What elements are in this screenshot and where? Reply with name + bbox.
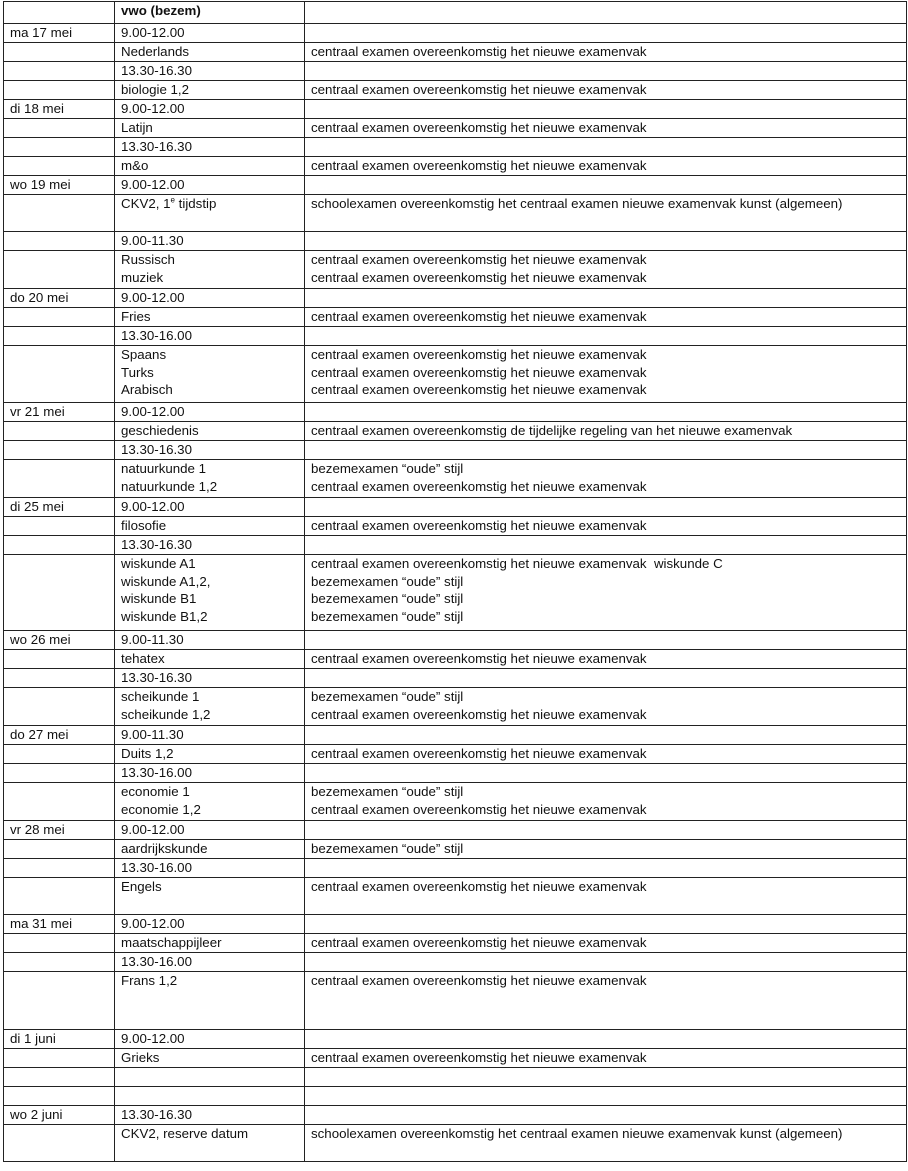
day-cell bbox=[4, 934, 115, 953]
exam-note-line: bezemexamen “oude” stijl bbox=[311, 608, 464, 624]
subject-cell bbox=[115, 157, 305, 176]
subject-cell bbox=[115, 915, 305, 934]
subject-line: biologie 1,2 bbox=[121, 82, 190, 97]
subject-cell bbox=[115, 821, 305, 840]
table-row bbox=[4, 24, 907, 43]
subject-line: Nederlands bbox=[121, 44, 190, 59]
subject-cell bbox=[115, 1087, 305, 1106]
subject-cell bbox=[115, 251, 305, 289]
day-cell bbox=[4, 119, 115, 138]
exam-note-line: centraal examen overeenkomstig het nieuwe examenvak bbox=[311, 518, 647, 533]
day-cell: vr 28 mei bbox=[4, 821, 115, 840]
exam-note-cell bbox=[305, 953, 907, 972]
subject-line: 13.30-16.30 bbox=[121, 442, 192, 457]
subject-cell bbox=[115, 934, 305, 953]
subject-line: 9.00-12.00 bbox=[121, 177, 185, 192]
table-row bbox=[4, 1087, 907, 1106]
day-cell bbox=[4, 195, 115, 232]
subject-line: scheikunde 1,2 bbox=[121, 706, 211, 722]
exam-note-cell bbox=[305, 157, 907, 176]
subject-line: 13.30-16.00 bbox=[121, 954, 192, 969]
table-row bbox=[4, 422, 907, 441]
exam-note-line: bezemexamen “oude” stijl bbox=[311, 689, 464, 704]
subject-cell bbox=[115, 1106, 305, 1125]
subject-cell bbox=[115, 422, 305, 441]
exam-note-line: centraal examen overeenkomstig het nieuwe examenvak bbox=[311, 746, 647, 761]
exam-note-cell bbox=[305, 1049, 907, 1068]
subject-line: 13.30-16.30 bbox=[121, 1107, 192, 1122]
exam-note-cell bbox=[305, 422, 907, 441]
subject-line: 13.30-16.30 bbox=[121, 63, 192, 78]
table-row bbox=[4, 915, 907, 934]
subject-line: economie 1,2 bbox=[121, 801, 201, 817]
subject-line: 9.00-12.00 bbox=[121, 290, 185, 305]
subject-line: Grieks bbox=[121, 1050, 160, 1065]
day-cell bbox=[4, 441, 115, 460]
subject-line: 9.00-11.30 bbox=[121, 727, 184, 742]
subject-cell bbox=[115, 726, 305, 745]
exam-note-cell bbox=[305, 1068, 907, 1087]
exam-note-cell bbox=[305, 783, 907, 821]
table-row bbox=[4, 327, 907, 346]
header-subject: vwo (bezem) bbox=[115, 2, 305, 24]
exam-note-cell bbox=[305, 840, 907, 859]
day-cell bbox=[4, 555, 115, 631]
subject-line: wiskunde B1,2 bbox=[121, 608, 208, 624]
subject-line: 13.30-16.30 bbox=[121, 537, 192, 552]
day-cell: wo 26 mei bbox=[4, 631, 115, 650]
subject-line: scheikunde 1 bbox=[121, 689, 200, 704]
subject-line: 9.00-12.00 bbox=[121, 25, 185, 40]
exam-note-line: bezemexamen “oude” stijl bbox=[311, 841, 464, 856]
exam-note-cell bbox=[305, 915, 907, 934]
table-row bbox=[4, 859, 907, 878]
subject-cell bbox=[115, 441, 305, 460]
subject-cell bbox=[115, 195, 305, 232]
subject-cell bbox=[115, 878, 305, 915]
exam-note-cell bbox=[305, 536, 907, 555]
exam-note-line: centraal examen overeenkomstig het nieuwe examenvak bbox=[311, 364, 647, 380]
subject-cell bbox=[115, 953, 305, 972]
table-row bbox=[4, 821, 907, 840]
subject-line: 9.00-12.00 bbox=[121, 101, 185, 116]
day-cell bbox=[4, 422, 115, 441]
subject-line: 9.00-12.00 bbox=[121, 1031, 185, 1046]
day-cell bbox=[4, 62, 115, 81]
day-cell: di 25 mei bbox=[4, 498, 115, 517]
ordinal-suffix: e bbox=[170, 195, 175, 205]
subject-line: aardrijkskunde bbox=[121, 841, 208, 856]
exam-note-cell bbox=[305, 232, 907, 251]
exam-note-line: schoolexamen overeenkomstig het centraal examen nieuwe examenvak kunst (algemeen) bbox=[311, 196, 843, 211]
subject-cell bbox=[115, 1068, 305, 1087]
day-cell: do 20 mei bbox=[4, 289, 115, 308]
day-cell bbox=[4, 840, 115, 859]
subject-line: natuurkunde 1,2 bbox=[121, 478, 218, 494]
exam-note-line: bezemexamen “oude” stijl bbox=[311, 591, 464, 606]
table-row bbox=[4, 840, 907, 859]
day-cell bbox=[4, 783, 115, 821]
subject-cell bbox=[115, 498, 305, 517]
day-cell bbox=[4, 327, 115, 346]
subject-cell bbox=[115, 1030, 305, 1049]
day-cell bbox=[4, 517, 115, 536]
subject-cell bbox=[115, 308, 305, 327]
table-row bbox=[4, 953, 907, 972]
day-cell bbox=[4, 745, 115, 764]
exam-note-cell bbox=[305, 460, 907, 498]
exam-note-line: bezemexamen “oude” stijl bbox=[311, 784, 464, 799]
day-cell bbox=[4, 43, 115, 62]
table-row bbox=[4, 100, 907, 119]
exam-note-line: bezemexamen “oude” stijl bbox=[311, 573, 464, 589]
subject-line: Arabisch bbox=[121, 382, 173, 397]
subject-cell bbox=[115, 631, 305, 650]
exam-note-cell bbox=[305, 176, 907, 195]
subject-line: Russisch bbox=[121, 252, 175, 267]
exam-note-line: centraal examen overeenkomstig het nieuwe examenvak bbox=[311, 1050, 647, 1065]
subject-cell bbox=[115, 100, 305, 119]
exam-note-cell bbox=[305, 43, 907, 62]
table-row bbox=[4, 631, 907, 650]
subject-cell bbox=[115, 745, 305, 764]
table-row bbox=[4, 43, 907, 62]
subject-text: CKV2, 1 bbox=[121, 196, 171, 211]
exam-note-cell bbox=[305, 726, 907, 745]
day-cell bbox=[4, 157, 115, 176]
subject-line: 9.00-12.00 bbox=[121, 822, 185, 837]
exam-note-cell bbox=[305, 972, 907, 1030]
day-cell bbox=[4, 346, 115, 403]
header-row bbox=[4, 2, 907, 24]
subject-cell bbox=[115, 43, 305, 62]
subject-cell bbox=[115, 138, 305, 157]
exam-note-line: centraal examen overeenkomstig het nieuwe examenvak bbox=[311, 973, 647, 988]
table-row bbox=[4, 460, 907, 498]
exam-note-cell bbox=[305, 62, 907, 81]
subject-line: Fries bbox=[121, 309, 151, 324]
subject-cell bbox=[115, 1049, 305, 1068]
table-row bbox=[4, 441, 907, 460]
exam-note-cell bbox=[305, 138, 907, 157]
subject-line: 9.00-12.00 bbox=[121, 499, 185, 514]
exam-note-cell bbox=[305, 688, 907, 726]
subject-cell bbox=[115, 555, 305, 631]
day-cell bbox=[4, 878, 115, 915]
exam-note-cell bbox=[305, 251, 907, 289]
table-row bbox=[4, 650, 907, 669]
subject-line: tehatex bbox=[121, 651, 165, 666]
day-cell: di 18 mei bbox=[4, 100, 115, 119]
subject-cell bbox=[115, 536, 305, 555]
subject-text-tail: tijdstip bbox=[174, 196, 217, 211]
exam-note-cell bbox=[305, 1125, 907, 1162]
table-row bbox=[4, 251, 907, 289]
day-cell: ma 31 mei bbox=[4, 915, 115, 934]
exam-note-line: bezemexamen “oude” stijl bbox=[311, 461, 464, 476]
subject-cell bbox=[115, 972, 305, 1030]
subject-line: natuurkunde 1 bbox=[121, 461, 207, 476]
table-row bbox=[4, 119, 907, 138]
day-cell: ma 17 mei bbox=[4, 24, 115, 43]
header-day bbox=[4, 2, 115, 24]
subject-line: m&o bbox=[121, 158, 149, 173]
subject-cell bbox=[115, 119, 305, 138]
exam-note-cell bbox=[305, 669, 907, 688]
exam-note-line: centraal examen overeenkomstig het nieuwe examenvak bbox=[311, 44, 647, 59]
subject-cell bbox=[115, 688, 305, 726]
table-row bbox=[4, 308, 907, 327]
subject-line: 9.00-11.30 bbox=[121, 632, 184, 647]
exam-note-cell bbox=[305, 631, 907, 650]
day-cell bbox=[4, 1049, 115, 1068]
day-cell: wo 2 juni bbox=[4, 1106, 115, 1125]
table-row bbox=[4, 157, 907, 176]
subject-line: 13.30-16.00 bbox=[121, 765, 192, 780]
exam-note-line: centraal examen overeenkomstig het nieuwe examenvak bbox=[311, 935, 647, 950]
exam-note-cell bbox=[305, 859, 907, 878]
subject-line: 13.30-16.30 bbox=[121, 670, 192, 685]
day-cell bbox=[4, 972, 115, 1030]
exam-note-cell bbox=[305, 346, 907, 403]
day-cell bbox=[4, 1068, 115, 1087]
exam-note-cell bbox=[305, 764, 907, 783]
table-row bbox=[4, 745, 907, 764]
day-cell bbox=[4, 460, 115, 498]
subject-line: 13.30-16.30 bbox=[121, 139, 192, 154]
table-row bbox=[4, 517, 907, 536]
day-cell: di 1 juni bbox=[4, 1030, 115, 1049]
day-cell bbox=[4, 953, 115, 972]
subject-cell bbox=[115, 783, 305, 821]
subject-line: Spaans bbox=[121, 347, 167, 362]
table-row bbox=[4, 346, 907, 403]
subject-cell bbox=[115, 24, 305, 43]
subject-line: 9.00-11.30 bbox=[121, 233, 184, 248]
subject-line: wiskunde A1 bbox=[121, 556, 196, 571]
subject-line: wiskunde B1 bbox=[121, 591, 197, 606]
day-cell bbox=[4, 669, 115, 688]
subject-line: Turks bbox=[121, 364, 154, 380]
exam-note-cell bbox=[305, 555, 907, 631]
table-row bbox=[4, 498, 907, 517]
exam-note-line: centraal examen overeenkomstig het nieuwe examenvak bbox=[311, 478, 647, 494]
exam-schedule-table bbox=[3, 1, 907, 1162]
subject-cell bbox=[115, 81, 305, 100]
exam-note-line: centraal examen overeenkomstig het nieuwe examenvak bbox=[311, 82, 647, 97]
table-row bbox=[4, 176, 907, 195]
day-cell bbox=[4, 688, 115, 726]
exam-note-cell bbox=[305, 650, 907, 669]
day-cell bbox=[4, 308, 115, 327]
subject-cell bbox=[115, 859, 305, 878]
table-row bbox=[4, 669, 907, 688]
exam-note-cell bbox=[305, 119, 907, 138]
subject-line: Duits 1,2 bbox=[121, 746, 174, 761]
exam-note-line: centraal examen overeenkomstig de tijdelijke regeling van het nieuwe examenvak bbox=[311, 423, 793, 438]
table-row bbox=[4, 1068, 907, 1087]
subject-cell bbox=[115, 1125, 305, 1162]
exam-note-cell bbox=[305, 1030, 907, 1049]
table-row bbox=[4, 138, 907, 157]
exam-note-line: centraal examen overeenkomstig het nieuwe examenvak bbox=[311, 801, 647, 817]
subject-line: geschiedenis bbox=[121, 423, 199, 438]
day-cell bbox=[4, 232, 115, 251]
exam-note-line: schoolexamen overeenkomstig het centraal examen nieuwe examenvak kunst (algemeen) bbox=[311, 1126, 843, 1141]
exam-schedule-body bbox=[4, 2, 907, 1162]
exam-note-line: centraal examen overeenkomstig het nieuwe examenvak bbox=[311, 651, 647, 666]
subject-cell bbox=[115, 460, 305, 498]
table-row bbox=[4, 555, 907, 631]
table-row bbox=[4, 1049, 907, 1068]
subject-line: maatschappijleer bbox=[121, 935, 222, 950]
day-cell bbox=[4, 251, 115, 289]
subject-line: economie 1 bbox=[121, 784, 190, 799]
subject-cell bbox=[115, 403, 305, 422]
exam-note-cell bbox=[305, 517, 907, 536]
table-row bbox=[4, 972, 907, 1030]
subject-cell bbox=[115, 176, 305, 195]
table-row bbox=[4, 1125, 907, 1162]
exam-note-line: centraal examen overeenkomstig het nieuwe examenvak bbox=[311, 309, 647, 324]
exam-note-line: centraal examen overeenkomstig het nieuwe examenvak bbox=[311, 252, 647, 267]
exam-note-cell bbox=[305, 1106, 907, 1125]
subject-line: 9.00-12.00 bbox=[121, 916, 185, 931]
subject-cell bbox=[115, 517, 305, 536]
table-row bbox=[4, 1030, 907, 1049]
table-row bbox=[4, 289, 907, 308]
table-row bbox=[4, 878, 907, 915]
subject-line: 13.30-16.00 bbox=[121, 328, 192, 343]
header-note bbox=[305, 2, 907, 24]
exam-note-cell bbox=[305, 745, 907, 764]
exam-note-cell bbox=[305, 289, 907, 308]
exam-note-cell bbox=[305, 498, 907, 517]
subject-line: CKV2, reserve datum bbox=[121, 1126, 249, 1141]
table-row bbox=[4, 403, 907, 422]
subject-cell bbox=[115, 289, 305, 308]
exam-note-line: centraal examen overeenkomstig het nieuwe examenvak bbox=[311, 158, 647, 173]
exam-note-line: centraal examen overeenkomstig het nieuwe examenvak bbox=[311, 706, 647, 722]
day-cell bbox=[4, 81, 115, 100]
day-cell bbox=[4, 138, 115, 157]
table-row bbox=[4, 934, 907, 953]
table-row bbox=[4, 81, 907, 100]
subject-line: wiskunde A1,2, bbox=[121, 573, 211, 589]
exam-note-line: centraal examen overeenkomstig het nieuwe examenvak bbox=[311, 347, 647, 362]
table-row bbox=[4, 62, 907, 81]
subject-cell bbox=[115, 764, 305, 783]
table-row bbox=[4, 536, 907, 555]
subject-cell bbox=[115, 327, 305, 346]
table-row bbox=[4, 726, 907, 745]
exam-note-line: centraal examen overeenkomstig het nieuwe examenvak bbox=[311, 879, 647, 894]
day-cell bbox=[4, 1125, 115, 1162]
subject-cell bbox=[115, 346, 305, 403]
subject-cell bbox=[115, 669, 305, 688]
subject-line: Latijn bbox=[121, 120, 153, 135]
subject-line: 13.30-16.00 bbox=[121, 860, 192, 875]
subject-line bbox=[121, 195, 304, 213]
day-cell: vr 21 mei bbox=[4, 403, 115, 422]
exam-note-line: centraal examen overeenkomstig het nieuwe examenvak bbox=[311, 382, 647, 397]
table-row bbox=[4, 764, 907, 783]
exam-note-cell bbox=[305, 1087, 907, 1106]
exam-note-cell bbox=[305, 327, 907, 346]
subject-line: 9.00-12.00 bbox=[121, 404, 185, 419]
table-row bbox=[4, 232, 907, 251]
exam-note-cell bbox=[305, 100, 907, 119]
exam-note-line: centraal examen overeenkomstig het nieuwe examenvak wiskunde C bbox=[311, 556, 723, 571]
exam-note-cell bbox=[305, 878, 907, 915]
subject-line: muziek bbox=[121, 269, 164, 285]
subject-cell bbox=[115, 650, 305, 669]
day-cell bbox=[4, 1087, 115, 1106]
subject-cell bbox=[115, 232, 305, 251]
exam-note-cell bbox=[305, 308, 907, 327]
day-cell: wo 19 mei bbox=[4, 176, 115, 195]
exam-note-cell bbox=[305, 934, 907, 953]
table-row bbox=[4, 688, 907, 726]
day-cell bbox=[4, 650, 115, 669]
subject-cell bbox=[115, 62, 305, 81]
day-cell bbox=[4, 536, 115, 555]
day-cell: do 27 mei bbox=[4, 726, 115, 745]
exam-note-cell bbox=[305, 24, 907, 43]
subject-line: Engels bbox=[121, 879, 162, 894]
exam-note-cell bbox=[305, 403, 907, 422]
subject-line: filosofie bbox=[121, 518, 167, 533]
exam-note-cell bbox=[305, 195, 907, 232]
subject-cell bbox=[115, 840, 305, 859]
day-cell bbox=[4, 764, 115, 783]
exam-note-cell bbox=[305, 81, 907, 100]
exam-note-line: centraal examen overeenkomstig het nieuwe examenvak bbox=[311, 120, 647, 135]
table-row bbox=[4, 1106, 907, 1125]
exam-note-cell bbox=[305, 441, 907, 460]
exam-note-cell bbox=[305, 821, 907, 840]
table-row bbox=[4, 783, 907, 821]
subject-line: Frans 1,2 bbox=[121, 973, 178, 988]
exam-note-line: centraal examen overeenkomstig het nieuwe examenvak bbox=[311, 269, 647, 285]
day-cell bbox=[4, 859, 115, 878]
table-row bbox=[4, 195, 907, 232]
